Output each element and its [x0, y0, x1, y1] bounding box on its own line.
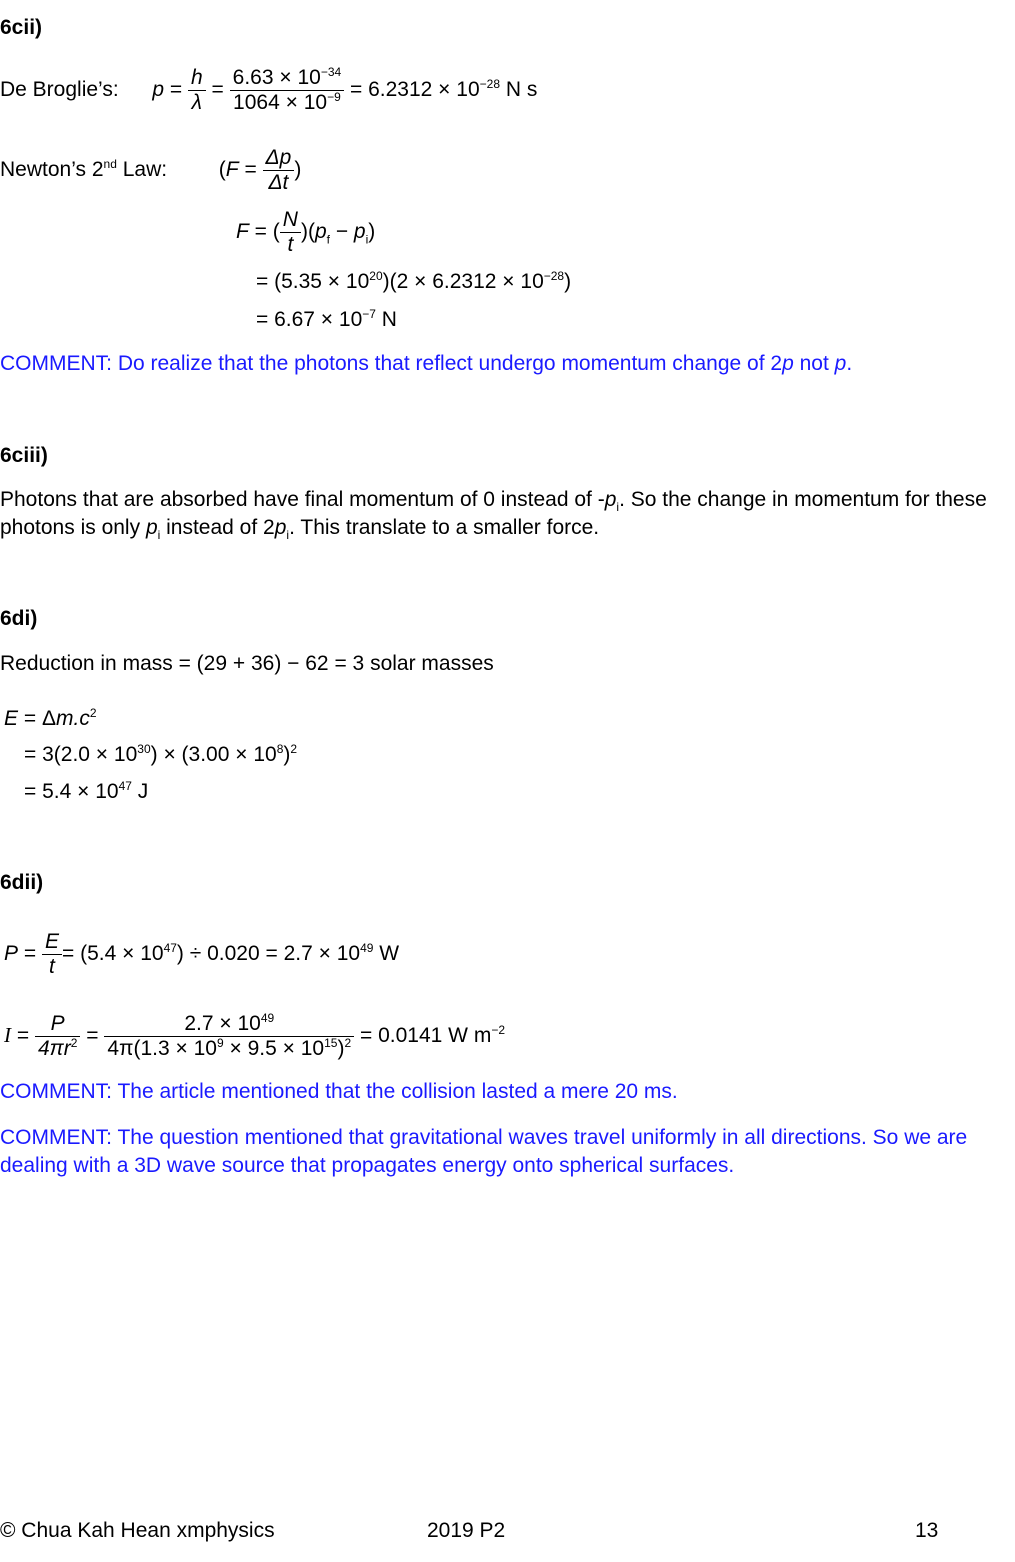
den-mantissa: 1064 × 10	[233, 91, 328, 115]
den2-exp3: 2	[344, 1036, 352, 1051]
power-unit: W	[373, 942, 400, 966]
comment-6cii-b: not	[793, 352, 835, 375]
numeric-intensity-fraction	[104, 1012, 354, 1061]
p6ciii-t7: instead of 2	[160, 516, 275, 539]
num2-exp: 49	[260, 1011, 275, 1025]
p6ciii-t6: i	[157, 528, 161, 543]
t-symbol: t	[280, 232, 301, 257]
result-unit: N s	[500, 78, 538, 102]
heading-6ciii: 6ciii)	[0, 444, 48, 467]
power-eq-exp: 47	[163, 941, 177, 956]
result-mantissa: = 6.2312 × 10	[350, 78, 480, 102]
heading-6dii: 6dii)	[0, 871, 44, 894]
intensity-numerator	[104, 1012, 354, 1036]
p6ciii-t9: i	[286, 528, 290, 543]
e-over-t	[42, 930, 62, 979]
footer-page-number: 13	[915, 1519, 939, 1542]
dp-over-dt	[263, 146, 295, 195]
comment-6cii-p1: p	[782, 352, 794, 375]
force-line-3	[256, 308, 397, 332]
p6ciii-t4: . So the change in momentum for these photons is only	[0, 488, 987, 539]
den1-exp: 2	[70, 1036, 78, 1051]
de-broglie-equation	[0, 66, 537, 115]
num-mantissa: 6.63 × 10	[232, 66, 321, 89]
force-line-2-a: = (5.35 × 10	[256, 270, 370, 293]
p6ciii-t1: Photons that are absorbed have final momentum of 0 instead of -	[0, 488, 605, 511]
comment-6dii-2: COMMENT: The question mentioned that gravitational waves travel uniformly in all directions. So we are dealing with a 3D wave source that propagates energy onto spherical surfaces.	[0, 1126, 968, 1177]
result-exponent: −28	[479, 77, 500, 92]
num-exponent: −34	[320, 65, 342, 79]
delta-t: Δt	[263, 170, 295, 195]
force-line-2-b-exp: −28	[543, 269, 565, 283]
delta-p: Δp	[265, 146, 292, 169]
energy-line-2-a: = 3(2.0 × 10	[24, 743, 138, 766]
p-over-4pir2	[35, 1012, 80, 1061]
comment-6dii-1: COMMENT: The article mentioned that the collision lasted a mere 20 ms.	[0, 1080, 678, 1103]
newton-sup: nd	[103, 157, 117, 172]
footer-paper: 2019 P2	[427, 1519, 506, 1542]
numerator	[230, 66, 345, 90]
power-equation: P = $\frac{E}{t}$ = $(5.4 \times 10^{47}) \div 0.020 = 2.7 \times 10^{49}$ W	[4, 930, 400, 979]
i-symbol: I	[4, 1023, 11, 1048]
equals: =	[254, 220, 267, 244]
energy-line-3-unit: J	[131, 780, 149, 803]
p-symbol: p	[152, 78, 165, 102]
f-symbol: F	[225, 158, 239, 182]
footer-copyright: © Chua Kah Hean xmphysics	[0, 1519, 275, 1542]
heading-6di: 6di)	[0, 607, 38, 630]
result	[350, 78, 537, 101]
energy-line-2-b: ) × (3.00 × 10	[150, 743, 277, 766]
comment-6cii	[0, 352, 852, 376]
reduction-equation: = (29 + 36) − 62 = 3	[172, 652, 365, 675]
heading-6cii: 6cii)	[0, 16, 43, 39]
energy-line-2-a-exp: 30	[137, 742, 151, 756]
h-symbol: h	[191, 66, 203, 89]
denominator	[230, 90, 345, 115]
energy-line-3	[24, 780, 148, 804]
p6ciii-t2: p	[604, 488, 617, 511]
den2-exp1: 9	[217, 1036, 224, 1051]
p6ciii-t10: . This translate to a smaller force.	[289, 516, 600, 539]
force-line-2	[256, 270, 571, 294]
intensity-equation: I = $\frac{P}{4\pi r^2}$ = $\frac{2.7 \times 10^{49}}{4\pi(1.3 \times 10^9 \times 9.5 \times 10^{15})^2}$ = 0.0141 W $m^{-2}$	[4, 1011, 505, 1061]
e-symbol: E	[44, 930, 59, 953]
force-line-3-exp: −7	[362, 307, 376, 321]
h-over-lambda	[188, 66, 206, 115]
den2-b: × 9.5 × 10	[223, 1037, 325, 1061]
4pir2-denominator	[35, 1036, 80, 1061]
power-eq-a: = (5.4 × 10	[61, 942, 164, 966]
newton-label	[0, 158, 167, 181]
paragraph-6ciii	[0, 486, 1015, 542]
den2-exp2: 15	[324, 1036, 338, 1051]
newton-suffix: Law:	[116, 158, 168, 182]
intensity-result-exp: −2	[491, 1023, 505, 1038]
force-equation: F = ( $\frac{N}{t}$ )$(p_f - p_i)$	[236, 208, 376, 257]
num2-mantissa: 2.7 × 10	[184, 1012, 261, 1035]
numeric-fraction	[230, 66, 345, 115]
m-symbol: m	[55, 707, 74, 730]
comment-6cii-p2: p	[834, 352, 847, 375]
den-exponent: −9	[327, 90, 341, 105]
force-line-2-b: )(2 × 6.2312 × 10	[382, 270, 544, 293]
energy-line-3-a: = 5.4 × 10	[24, 780, 119, 803]
n-symbol: N	[282, 208, 298, 231]
equals: =	[169, 78, 183, 102]
newton-law-line: Newton’s 2nd Law: (F = $\frac{\Delta p}{\Delta t}$ )	[0, 146, 302, 195]
den1-text: 4πr	[37, 1037, 71, 1061]
n-over-t	[280, 208, 301, 257]
comment-6cii-c: .	[846, 352, 853, 375]
f-symbol: F	[236, 220, 249, 244]
lambda-symbol: λ	[188, 90, 206, 115]
energy-line-1	[4, 707, 97, 731]
reduction-label: Reduction in mass	[0, 652, 173, 675]
energy-line-2-c: )	[283, 743, 291, 766]
energy-line-2	[24, 743, 297, 767]
equals: =	[244, 158, 257, 182]
t-symbol: t	[42, 954, 62, 979]
p6ciii-t5: p	[145, 516, 158, 539]
power-eq-b: ) ÷ 0.020 = 2.7 × 10	[176, 942, 361, 966]
intensity-result: = 0.0141 W m	[360, 1024, 492, 1048]
p6ciii-t3: i	[616, 500, 620, 515]
intensity-denominator	[104, 1036, 354, 1061]
den2-a: 4π(1.3 × 10	[107, 1037, 217, 1061]
energy-line-3-exp: 47	[118, 779, 132, 793]
power-eq-exp2: 49	[360, 941, 374, 956]
force-line-3-unit: N	[375, 308, 397, 331]
e-symbol: E	[4, 707, 19, 730]
energy-line-2-c-exp: 2	[290, 742, 298, 756]
force-line-3-a: = 6.67 × 10	[256, 308, 363, 331]
reduction-unit: solar masses	[364, 652, 494, 675]
equals: =	[211, 78, 224, 102]
reduction-line	[0, 652, 494, 676]
energy-line-2-b-exp: 8	[276, 742, 284, 756]
p6ciii-t8: p	[274, 516, 287, 539]
energy-delta: = Δ	[18, 707, 56, 730]
force-line-2-a-exp: 20	[369, 269, 383, 283]
p-numerator: P	[50, 1012, 65, 1035]
den2-c: )	[337, 1037, 345, 1061]
comment-6cii-a: COMMENT: Do realize that the photons that reflect undergo momentum change of 2	[0, 352, 783, 375]
force-line-2-c: )	[564, 270, 572, 293]
p-symbol: P	[4, 942, 19, 966]
c-exponent: 2	[89, 706, 97, 720]
de-broglie-label: De Broglie’s:	[0, 78, 119, 102]
c-symbol: .c	[73, 707, 90, 730]
newton-text: Newton’s 2	[0, 158, 104, 182]
